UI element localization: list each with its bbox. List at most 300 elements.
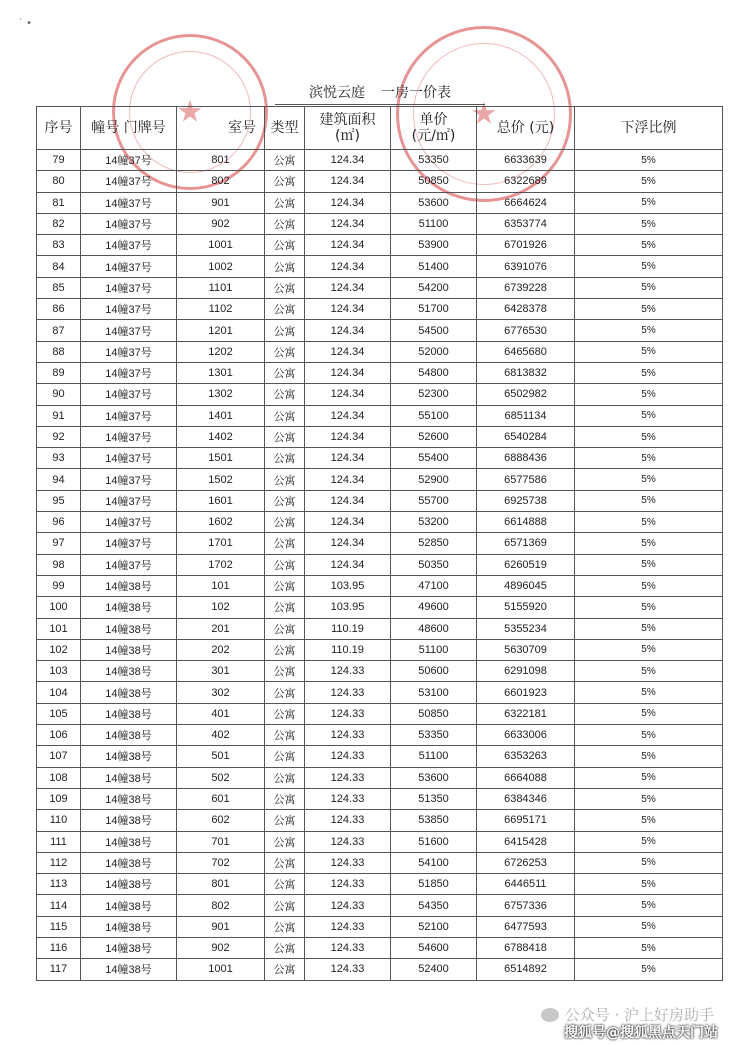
cell-building-door: 14幢37号 <box>81 490 177 511</box>
cell-area: 124.34 <box>305 426 391 447</box>
cell-building-door: 14幢37号 <box>81 213 177 234</box>
table-row <box>37 448 723 469</box>
cell-seq: 109 <box>37 788 81 809</box>
project-name: 滨悦云庭 <box>309 85 365 101</box>
cell-type: 公寓 <box>265 746 305 767</box>
cell-type: 公寓 <box>265 831 305 852</box>
cell-type: 公寓 <box>265 852 305 873</box>
cell-discount: 5% <box>575 639 723 660</box>
cell-type: 公寓 <box>265 426 305 447</box>
cell-total-price: 6260519 <box>477 554 575 575</box>
table-row <box>37 852 723 873</box>
cell-area: 124.33 <box>305 788 391 809</box>
table-row <box>37 746 723 767</box>
cell-discount: 5% <box>575 448 723 469</box>
cell-room: 902 <box>177 937 265 958</box>
cell-type: 公寓 <box>265 512 305 533</box>
cell-total-price: 6353263 <box>477 746 575 767</box>
table-row <box>37 469 723 490</box>
cell-unit-price: 51350 <box>391 788 477 809</box>
cell-building-door: 14幢38号 <box>81 639 177 660</box>
cell-room: 302 <box>177 682 265 703</box>
cell-total-price: 6384346 <box>477 788 575 809</box>
cell-discount: 5% <box>575 171 723 192</box>
cell-unit-price: 51400 <box>391 256 477 277</box>
cell-total-price: 6428378 <box>477 299 575 320</box>
cell-unit-price: 52400 <box>391 959 477 980</box>
cell-type: 公寓 <box>265 810 305 831</box>
cell-total-price: 6291098 <box>477 661 575 682</box>
cell-discount: 5% <box>575 362 723 383</box>
cell-room: 1001 <box>177 959 265 980</box>
cell-room: 301 <box>177 661 265 682</box>
cell-seq: 91 <box>37 405 81 426</box>
cell-building-door: 14幢38号 <box>81 575 177 596</box>
cell-seq: 86 <box>37 299 81 320</box>
cell-total-price: 4896045 <box>477 575 575 596</box>
cell-total-price: 6571369 <box>477 533 575 554</box>
cell-seq: 93 <box>37 448 81 469</box>
company-seal-stamp: ★ <box>112 34 268 190</box>
table-row <box>37 937 723 958</box>
cell-building-door: 14幢38号 <box>81 810 177 831</box>
cell-discount: 5% <box>575 277 723 298</box>
cell-building-door: 14幢38号 <box>81 916 177 937</box>
cell-type: 公寓 <box>265 554 305 575</box>
cell-unit-price: 53900 <box>391 235 477 256</box>
cell-room: 201 <box>177 618 265 639</box>
cell-seq: 107 <box>37 746 81 767</box>
price-table <box>36 106 723 981</box>
cell-type: 公寓 <box>265 405 305 426</box>
cell-type: 公寓 <box>265 959 305 980</box>
cell-seq: 101 <box>37 618 81 639</box>
cell-area: 124.34 <box>305 490 391 511</box>
cell-building-door: 14幢37号 <box>81 299 177 320</box>
cell-room: 1501 <box>177 448 265 469</box>
cell-building-door: 14幢37号 <box>81 448 177 469</box>
table-row <box>37 788 723 809</box>
cell-total-price: 5155920 <box>477 597 575 618</box>
cell-area: 124.34 <box>305 384 391 405</box>
cell-total-price: 6391076 <box>477 256 575 277</box>
table-row <box>37 362 723 383</box>
cell-room: 702 <box>177 852 265 873</box>
cell-total-price: 6614888 <box>477 512 575 533</box>
cell-area: 124.33 <box>305 937 391 958</box>
cell-unit-price: 51100 <box>391 639 477 660</box>
cell-room: 502 <box>177 767 265 788</box>
cell-total-price: 6415428 <box>477 831 575 852</box>
cell-room: 1702 <box>177 554 265 575</box>
cell-total-price: 6788418 <box>477 937 575 958</box>
cell-discount: 5% <box>575 767 723 788</box>
cell-type: 公寓 <box>265 788 305 809</box>
cell-area: 124.33 <box>305 916 391 937</box>
cell-seq: 100 <box>37 597 81 618</box>
cell-room: 1301 <box>177 362 265 383</box>
cell-area: 124.33 <box>305 895 391 916</box>
cell-room: 701 <box>177 831 265 852</box>
cell-unit-price: 53350 <box>391 150 477 171</box>
cell-room: 1201 <box>177 320 265 341</box>
table-row <box>37 341 723 362</box>
header-area: 建筑面积 (㎡) <box>305 107 391 150</box>
cell-discount: 5% <box>575 426 723 447</box>
cell-total-price: 6813832 <box>477 362 575 383</box>
cell-seq: 106 <box>37 725 81 746</box>
cell-seq: 116 <box>37 937 81 958</box>
table-row <box>37 831 723 852</box>
cell-building-door: 14幢37号 <box>81 277 177 298</box>
cell-building-door: 14幢38号 <box>81 874 177 895</box>
cell-type: 公寓 <box>265 597 305 618</box>
table-row <box>37 490 723 511</box>
header-building-door <box>81 107 177 150</box>
cell-seq: 80 <box>37 171 81 192</box>
cell-seq: 111 <box>37 831 81 852</box>
cell-seq: 99 <box>37 575 81 596</box>
cell-area: 124.33 <box>305 703 391 724</box>
cell-total-price: 6540284 <box>477 426 575 447</box>
cell-area: 124.34 <box>305 299 391 320</box>
header-unit-price: 单价 (元/㎡) <box>391 107 477 150</box>
cell-building-door: 14幢38号 <box>81 725 177 746</box>
table-row <box>37 150 723 171</box>
cell-building-door: 14幢38号 <box>81 959 177 980</box>
cell-type: 公寓 <box>265 639 305 660</box>
cell-seq: 96 <box>37 512 81 533</box>
table-row <box>37 874 723 895</box>
wechat-watermark-text: 公众号 · 沪上好房助手 <box>564 1006 714 1024</box>
cell-room: 1002 <box>177 256 265 277</box>
cell-building-door: 14幢38号 <box>81 597 177 618</box>
cell-room: 1102 <box>177 299 265 320</box>
cell-type: 公寓 <box>265 725 305 746</box>
cell-seq: 114 <box>37 895 81 916</box>
cell-seq: 103 <box>37 661 81 682</box>
cell-type: 公寓 <box>265 213 305 234</box>
table-row <box>37 895 723 916</box>
cell-total-price: 6664624 <box>477 192 575 213</box>
cell-discount: 5% <box>575 150 723 171</box>
cell-area: 124.33 <box>305 725 391 746</box>
cell-unit-price: 51850 <box>391 874 477 895</box>
cell-room: 802 <box>177 895 265 916</box>
cell-type: 公寓 <box>265 277 305 298</box>
cell-type: 公寓 <box>265 469 305 490</box>
table-row <box>37 618 723 639</box>
table-row <box>37 171 723 192</box>
cell-seq: 105 <box>37 703 81 724</box>
cell-building-door: 14幢37号 <box>81 256 177 277</box>
cell-type: 公寓 <box>265 384 305 405</box>
cell-building-door: 14幢38号 <box>81 767 177 788</box>
cell-type: 公寓 <box>265 192 305 213</box>
table-row <box>37 405 723 426</box>
table-row <box>37 959 723 980</box>
cell-room: 801 <box>177 150 265 171</box>
cell-unit-price: 49600 <box>391 597 477 618</box>
cell-total-price: 6322689 <box>477 171 575 192</box>
cell-total-price: 6701926 <box>477 235 575 256</box>
cell-seq: 110 <box>37 810 81 831</box>
cell-total-price: 6695171 <box>477 810 575 831</box>
cell-unit-price: 55700 <box>391 490 477 511</box>
cell-discount: 5% <box>575 618 723 639</box>
cell-discount: 5% <box>575 299 723 320</box>
header-door: 门牌号 <box>123 120 166 136</box>
cell-unit-price: 54600 <box>391 937 477 958</box>
cell-discount: 5% <box>575 213 723 234</box>
cell-unit-price: 50850 <box>391 703 477 724</box>
cell-area: 124.34 <box>305 405 391 426</box>
table-row <box>37 810 723 831</box>
cell-building-door: 14幢38号 <box>81 618 177 639</box>
table-row <box>37 682 723 703</box>
cell-type: 公寓 <box>265 703 305 724</box>
cell-building-door: 14幢37号 <box>81 320 177 341</box>
table-row <box>37 597 723 618</box>
cell-room: 101 <box>177 575 265 596</box>
cell-building-door: 14幢37号 <box>81 192 177 213</box>
cell-unit-price: 51100 <box>391 746 477 767</box>
table-row <box>37 213 723 234</box>
cell-building-door: 14幢37号 <box>81 533 177 554</box>
cell-room: 1401 <box>177 405 265 426</box>
cell-building-door: 14幢37号 <box>81 426 177 447</box>
cell-total-price: 6633639 <box>477 150 575 171</box>
cell-unit-price: 50600 <box>391 661 477 682</box>
cell-total-price: 6851134 <box>477 405 575 426</box>
cell-seq: 90 <box>37 384 81 405</box>
cell-discount: 5% <box>575 256 723 277</box>
cell-room: 801 <box>177 874 265 895</box>
cell-total-price: 6739228 <box>477 277 575 298</box>
cell-total-price: 5630709 <box>477 639 575 660</box>
cell-building-door: 14幢38号 <box>81 831 177 852</box>
cell-total-price: 6514892 <box>477 959 575 980</box>
cell-discount: 5% <box>575 661 723 682</box>
cell-type: 公寓 <box>265 320 305 341</box>
cell-discount: 5% <box>575 597 723 618</box>
table-row <box>37 554 723 575</box>
cell-unit-price: 53200 <box>391 512 477 533</box>
cell-seq: 88 <box>37 341 81 362</box>
cell-seq: 81 <box>37 192 81 213</box>
cell-total-price: 6577586 <box>477 469 575 490</box>
cell-building-door: 14幢38号 <box>81 661 177 682</box>
cell-unit-price: 54200 <box>391 277 477 298</box>
cell-building-door: 14幢37号 <box>81 384 177 405</box>
header-total-price: 总价 (元) <box>477 107 575 150</box>
cell-room: 1202 <box>177 341 265 362</box>
cell-building-door: 14幢37号 <box>81 171 177 192</box>
cell-discount: 5% <box>575 575 723 596</box>
cell-discount: 5% <box>575 810 723 831</box>
cell-unit-price: 52100 <box>391 916 477 937</box>
cell-area: 110.19 <box>305 639 391 660</box>
cell-seq: 97 <box>37 533 81 554</box>
cell-type: 公寓 <box>265 362 305 383</box>
table-row <box>37 426 723 447</box>
cell-discount: 5% <box>575 554 723 575</box>
table-header-row <box>37 107 723 150</box>
cell-area: 124.33 <box>305 874 391 895</box>
cell-unit-price: 48600 <box>391 618 477 639</box>
cell-building-door: 14幢37号 <box>81 341 177 362</box>
cell-discount: 5% <box>575 852 723 873</box>
cell-area: 124.34 <box>305 171 391 192</box>
cell-room: 401 <box>177 703 265 724</box>
table-row <box>37 192 723 213</box>
cell-room: 1101 <box>177 277 265 298</box>
cell-seq: 108 <box>37 767 81 788</box>
cell-discount: 5% <box>575 341 723 362</box>
cell-discount: 5% <box>575 725 723 746</box>
cell-unit-price: 50350 <box>391 554 477 575</box>
cell-area: 124.34 <box>305 192 391 213</box>
cell-area: 124.34 <box>305 235 391 256</box>
cell-room: 802 <box>177 171 265 192</box>
cell-room: 601 <box>177 788 265 809</box>
cell-discount: 5% <box>575 746 723 767</box>
cell-area: 124.34 <box>305 320 391 341</box>
cell-type: 公寓 <box>265 767 305 788</box>
cell-room: 202 <box>177 639 265 660</box>
cell-seq: 89 <box>37 362 81 383</box>
cell-seq: 83 <box>37 235 81 256</box>
cell-area: 124.34 <box>305 533 391 554</box>
cell-discount: 5% <box>575 682 723 703</box>
cell-area: 124.34 <box>305 341 391 362</box>
document-title <box>275 84 485 105</box>
cell-area: 124.33 <box>305 852 391 873</box>
cell-discount: 5% <box>575 533 723 554</box>
cell-unit-price: 55100 <box>391 405 477 426</box>
cell-area: 124.33 <box>305 831 391 852</box>
cell-room: 1001 <box>177 235 265 256</box>
cell-area: 124.34 <box>305 554 391 575</box>
cell-type: 公寓 <box>265 150 305 171</box>
table-row <box>37 235 723 256</box>
cell-building-door: 14幢38号 <box>81 895 177 916</box>
cell-area: 124.33 <box>305 767 391 788</box>
cell-area: 124.34 <box>305 150 391 171</box>
table-row <box>37 320 723 341</box>
cell-seq: 98 <box>37 554 81 575</box>
cell-room: 501 <box>177 746 265 767</box>
cell-building-door: 14幢37号 <box>81 235 177 256</box>
cell-discount: 5% <box>575 937 723 958</box>
cell-area: 124.33 <box>305 746 391 767</box>
cell-discount: 5% <box>575 469 723 490</box>
cell-area: 103.95 <box>305 575 391 596</box>
cell-unit-price: 51700 <box>391 299 477 320</box>
cell-discount: 5% <box>575 384 723 405</box>
cell-total-price: 6502982 <box>477 384 575 405</box>
cell-total-price: 6353774 <box>477 213 575 234</box>
cell-area: 124.34 <box>305 512 391 533</box>
table-row <box>37 299 723 320</box>
header-building: 幢号 <box>91 120 120 136</box>
header-seq: 序号 <box>37 107 81 150</box>
cell-seq: 95 <box>37 490 81 511</box>
cell-room: 1701 <box>177 533 265 554</box>
cell-discount: 5% <box>575 405 723 426</box>
cell-seq: 85 <box>37 277 81 298</box>
cell-discount: 5% <box>575 703 723 724</box>
cell-unit-price: 53100 <box>391 682 477 703</box>
cell-unit-price: 51100 <box>391 213 477 234</box>
cell-discount: 5% <box>575 895 723 916</box>
cell-area: 124.33 <box>305 682 391 703</box>
cell-seq: 87 <box>37 320 81 341</box>
cell-building-door: 14幢38号 <box>81 682 177 703</box>
cell-unit-price: 53350 <box>391 725 477 746</box>
cell-room: 102 <box>177 597 265 618</box>
cell-type: 公寓 <box>265 682 305 703</box>
cell-unit-price: 52600 <box>391 426 477 447</box>
cell-room: 402 <box>177 725 265 746</box>
cell-total-price: 6601923 <box>477 682 575 703</box>
cell-discount: 5% <box>575 490 723 511</box>
table-row <box>37 639 723 660</box>
cell-type: 公寓 <box>265 235 305 256</box>
cell-building-door: 14幢37号 <box>81 554 177 575</box>
cell-type: 公寓 <box>265 299 305 320</box>
table-row <box>37 916 723 937</box>
cell-area: 124.34 <box>305 362 391 383</box>
cell-building-door: 14幢37号 <box>81 469 177 490</box>
cell-unit-price: 53600 <box>391 767 477 788</box>
cell-seq: 113 <box>37 874 81 895</box>
wechat-icon <box>541 1008 559 1022</box>
cell-room: 1601 <box>177 490 265 511</box>
cell-unit-price: 54100 <box>391 852 477 873</box>
cell-total-price: 6888436 <box>477 448 575 469</box>
cell-unit-price: 52000 <box>391 341 477 362</box>
cell-total-price: 6446511 <box>477 874 575 895</box>
cell-type: 公寓 <box>265 171 305 192</box>
cell-room: 901 <box>177 192 265 213</box>
cell-unit-price: 52900 <box>391 469 477 490</box>
cell-type: 公寓 <box>265 937 305 958</box>
cell-discount: 5% <box>575 916 723 937</box>
table-row <box>37 277 723 298</box>
cell-type: 公寓 <box>265 256 305 277</box>
cell-discount: 5% <box>575 320 723 341</box>
cell-area: 124.34 <box>305 277 391 298</box>
sohu-watermark: 搜狐号@搜狐黑点天门站 <box>564 1025 718 1041</box>
cell-discount: 5% <box>575 831 723 852</box>
header-room: 室号 <box>177 107 265 150</box>
cell-discount: 5% <box>575 235 723 256</box>
cell-unit-price: 47100 <box>391 575 477 596</box>
table-name: 一房一价表 <box>381 85 451 101</box>
cell-type: 公寓 <box>265 874 305 895</box>
cell-seq: 112 <box>37 852 81 873</box>
table-row <box>37 533 723 554</box>
table-row <box>37 767 723 788</box>
cell-type: 公寓 <box>265 661 305 682</box>
cell-seq: 94 <box>37 469 81 490</box>
cell-type: 公寓 <box>265 895 305 916</box>
cell-unit-price: 51600 <box>391 831 477 852</box>
cell-total-price: 6322181 <box>477 703 575 724</box>
cell-total-price: 6664088 <box>477 767 575 788</box>
cell-seq: 117 <box>37 959 81 980</box>
